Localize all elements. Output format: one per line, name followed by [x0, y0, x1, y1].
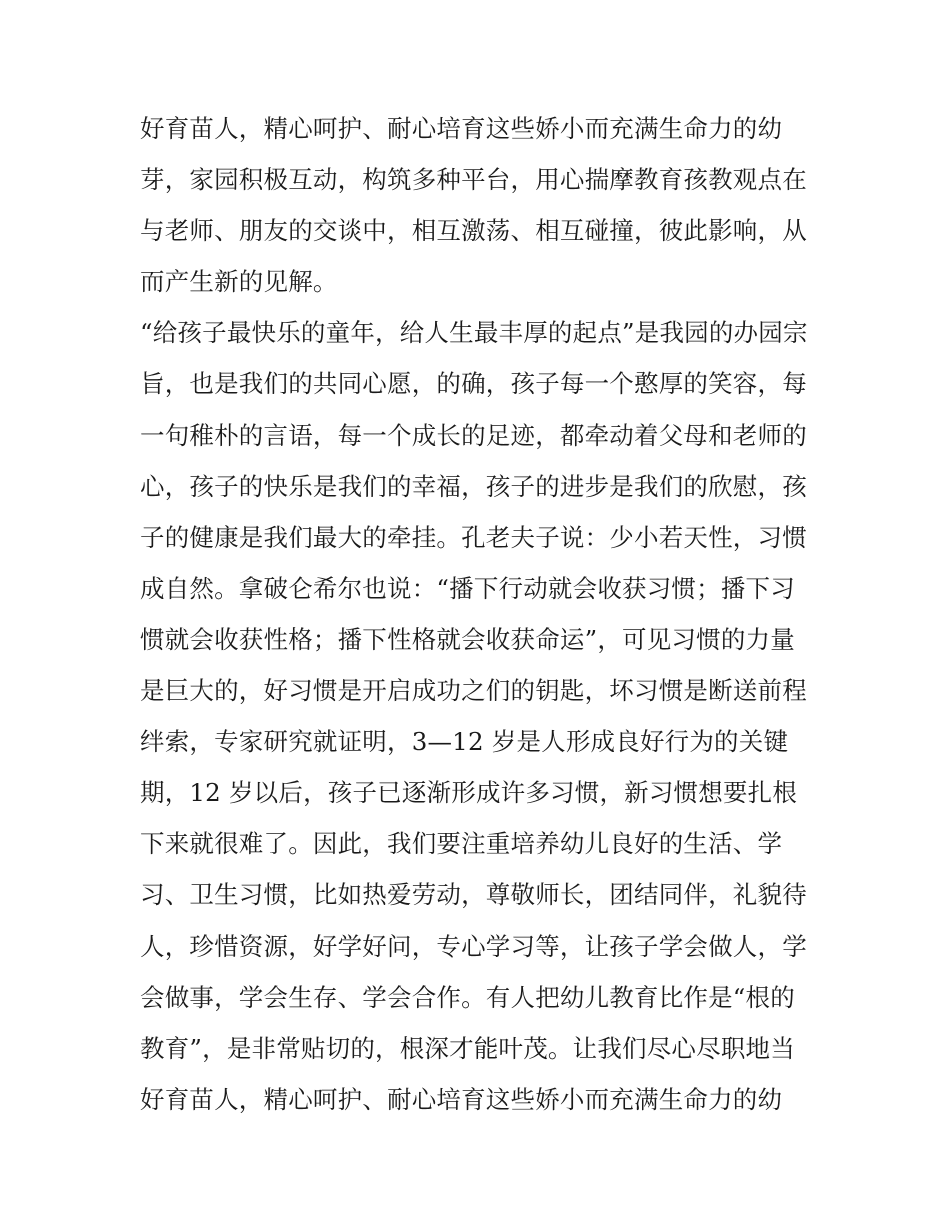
text-line: 人，珍惜资源，好学好问，专心学习等，让孩子学会做人，学 [140, 931, 807, 961]
text-line: 惯就会收获性格；播下性格就会收获命运”，可见习惯的力量 [140, 624, 795, 654]
text-line: 好育苗人，精心呵护、耐心培育这些娇小而充满生命力的幼 [140, 1084, 783, 1114]
text-line: 成自然。拿破仑希尔也说：“播下行动就会收获习惯；播下习 [140, 573, 795, 603]
text-line: 心，孩子的快乐是我们的幸福，孩子的进步是我们的欣慰，孩 [140, 471, 807, 501]
text-line: 下来就很难了。因此，我们要注重培养幼儿良好的生活、学 [140, 829, 783, 859]
text-line: 是巨大的，好习惯是开启成功之们的钥匙，坏习惯是断送前程 [140, 676, 807, 706]
text-line: 教育”，是非常贴切的，根深才能叶茂。让我们尽心尽职地当 [140, 1033, 795, 1063]
text-line: 与老师、朋友的交谈中，相互激荡、相互碰撞，彼此影响，从 [140, 216, 807, 246]
text-line: 好育苗人，精心呵护、耐心培育这些娇小而充满生命力的幼 [140, 114, 783, 143]
text-line: “给孩子最快乐的童年，给人生最丰厚的起点”是我园的办园宗 [140, 318, 808, 348]
text-line: 子的健康是我们最大的牵挂。孔老夫子说：少小若天性，习惯 [140, 522, 807, 552]
body-text [140, 103, 820, 1125]
text-line: 一句稚朴的言语，每一个成长的足迹，都牵动着父母和老师的 [140, 420, 807, 450]
text-line: 会做事，学会生存、学会合作。有人把幼儿教育比作是“根的 [140, 982, 795, 1012]
text-line: 旨，也是我们的共同心愿，的确，孩子每一个憨厚的笑容，每 [140, 369, 807, 399]
text-line: 期，12 岁以后，孩子已逐渐形成许多习惯，新习惯想要扎根 [140, 778, 798, 808]
text-line: 习、卫生习惯，比如热爱劳动，尊敬师长，团结同伴，礼貌待 [140, 880, 807, 910]
text-line: 而产生新的见解。 [140, 267, 338, 297]
text-line: 芽，家园积极互动，构筑多种平台，用心揣摩教育孩教观点在 [140, 165, 807, 195]
text-line: 绊索，专家研究就证明，3—12 岁是人形成良好行为的关键 [140, 727, 789, 757]
